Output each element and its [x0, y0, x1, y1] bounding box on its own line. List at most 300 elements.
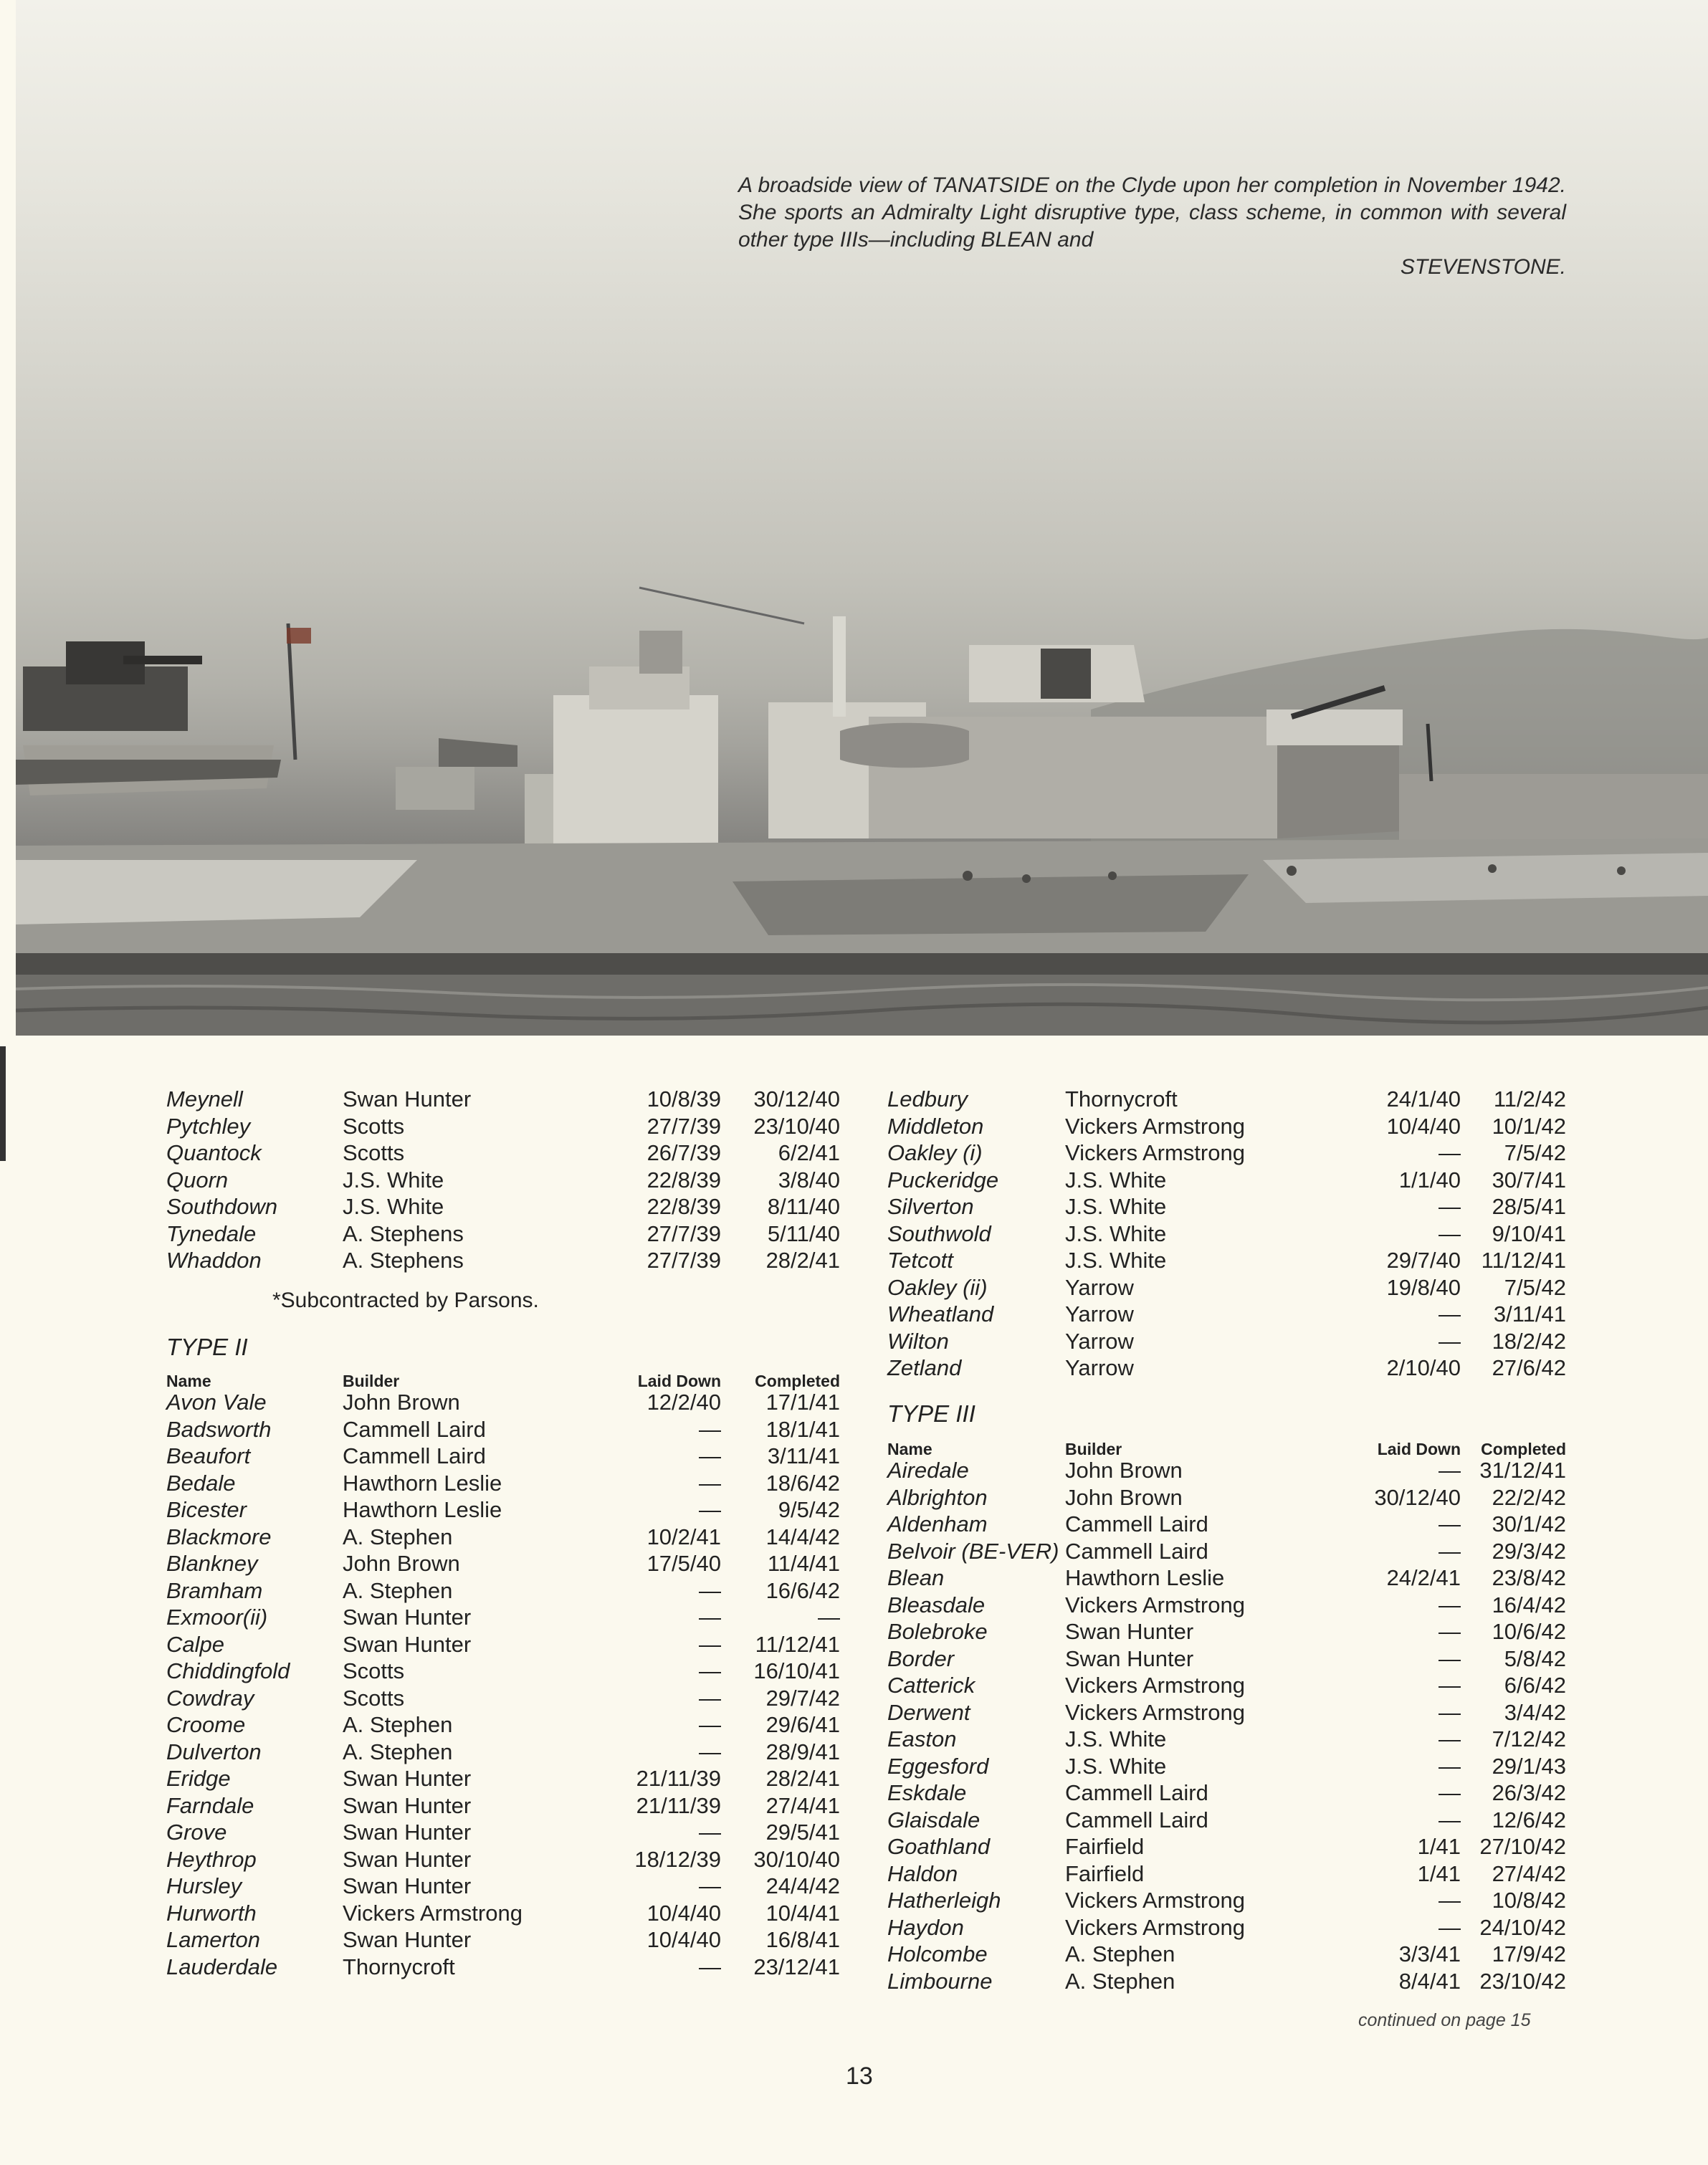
- right-column: [887, 1086, 1566, 1994]
- builder: Swan Hunter: [343, 1820, 472, 1845]
- ship-name: Ledbury: [887, 1086, 968, 1112]
- table-row: [166, 1765, 840, 1792]
- builder: Swan Hunter: [343, 1766, 472, 1791]
- table-row: [166, 1846, 840, 1873]
- laid-down: —: [1439, 1220, 1461, 1246]
- completed: 16/6/42: [765, 1577, 840, 1603]
- col-name-header: Name: [166, 1371, 211, 1390]
- laid-down: —: [1439, 1619, 1461, 1644]
- table-row: [166, 1926, 840, 1954]
- completed: 23/10/40: [753, 1113, 840, 1139]
- table-row: [166, 1443, 840, 1470]
- ship-illustration: [16, 0, 1708, 1036]
- completed: 28/2/41: [765, 1766, 840, 1791]
- ship-name: Avon Vale: [166, 1390, 267, 1415]
- table-row: [887, 1193, 1566, 1220]
- completed: 3/4/42: [1504, 1699, 1566, 1725]
- table-row: [887, 1301, 1566, 1328]
- laid-down: 21/11/39: [636, 1792, 721, 1818]
- ship-name: Puckeridge: [887, 1167, 999, 1193]
- ship-name: Haydon: [887, 1914, 964, 1940]
- table-row: [166, 1658, 840, 1685]
- builder: Cammell Laird: [343, 1416, 486, 1442]
- completed: 23/8/42: [1492, 1565, 1566, 1590]
- table-row: [166, 1496, 840, 1524]
- col-builder-header: Builder: [1065, 1439, 1122, 1458]
- laid-down: —: [699, 1820, 721, 1845]
- completed: 17/1/41: [765, 1390, 840, 1415]
- completed: 3/11/41: [1493, 1301, 1566, 1327]
- table-row: [887, 1457, 1566, 1484]
- laid-down: —: [699, 1685, 721, 1711]
- ship-name: Southdown: [166, 1194, 278, 1219]
- table-row: [166, 1873, 840, 1900]
- table-row: [887, 1592, 1566, 1619]
- type2-table: [166, 1389, 840, 1980]
- laid-down: 10/2/41: [647, 1524, 721, 1549]
- builder: Swan Hunter: [1065, 1645, 1194, 1671]
- completed: 9/10/41: [1492, 1220, 1566, 1246]
- ship-name: Hurworth: [166, 1900, 257, 1926]
- builder: Thornycroft: [343, 1954, 455, 1979]
- table-row: [166, 1900, 840, 1927]
- builder: Cammell Laird: [343, 1443, 486, 1468]
- table-row: [887, 1354, 1566, 1382]
- ship-name: Tynedale: [166, 1220, 257, 1246]
- completed: 7/5/42: [1504, 1274, 1566, 1300]
- completed: 27/10/42: [1479, 1834, 1566, 1859]
- ship-name: Chiddingfold: [166, 1658, 290, 1683]
- builder: Thornycroft: [1065, 1086, 1178, 1112]
- table-row: [166, 1139, 840, 1167]
- type2-column-headers: [166, 1362, 840, 1390]
- table-row: [887, 1538, 1566, 1565]
- builder: John Brown: [1065, 1484, 1183, 1510]
- builder: Fairfield: [1065, 1860, 1145, 1886]
- builder: Yarrow: [1065, 1355, 1134, 1380]
- builder: Fairfield: [1065, 1834, 1145, 1859]
- ship-name: Wilton: [887, 1328, 949, 1354]
- builder: J.S. White: [1065, 1753, 1167, 1779]
- builder: John Brown: [343, 1390, 460, 1415]
- builder: Scotts: [343, 1140, 405, 1165]
- laid-down: 30/12/40: [1374, 1484, 1461, 1510]
- ship-name: Silverton: [887, 1194, 974, 1219]
- completed: 30/1/42: [1492, 1511, 1566, 1536]
- type2-title: TYPE II: [166, 1333, 248, 1360]
- completed: 3/8/40: [778, 1167, 840, 1193]
- table-row: [166, 1604, 840, 1631]
- completed: 5/8/42: [1504, 1645, 1566, 1671]
- table-row: [166, 1086, 840, 1113]
- laid-down: 21/11/39: [636, 1766, 721, 1791]
- ship-name: Grove: [166, 1820, 227, 1845]
- completed: 30/7/41: [1492, 1167, 1566, 1193]
- ship-name: Oakley (ii): [887, 1274, 988, 1300]
- laid-down: —: [1439, 1328, 1461, 1354]
- builder: Cammell Laird: [1065, 1780, 1208, 1805]
- laid-down: —: [699, 1577, 721, 1603]
- laid-down: —: [1439, 1140, 1461, 1165]
- photo-caption: [738, 172, 1566, 281]
- type2-heading-row: [166, 1328, 840, 1362]
- ship-name: Dulverton: [166, 1739, 262, 1764]
- laid-down: —: [1439, 1753, 1461, 1779]
- table-row: [887, 1167, 1566, 1194]
- col-laid-down-header: Laid Down: [1377, 1439, 1461, 1458]
- laid-down: 10/8/39: [647, 1086, 721, 1112]
- laid-down: 24/1/40: [1386, 1086, 1461, 1112]
- ship-name: Bolebroke: [887, 1619, 988, 1644]
- ship-name: Bedale: [166, 1470, 236, 1496]
- ship-name: Zetland: [887, 1355, 962, 1380]
- completed: 23/12/41: [753, 1954, 840, 1979]
- builder: J.S. White: [343, 1167, 444, 1193]
- right-top-table: [887, 1086, 1566, 1382]
- table-row: [887, 1484, 1566, 1511]
- laid-down: —: [1439, 1301, 1461, 1327]
- builder: A. Stephens: [343, 1248, 464, 1273]
- builder: Vickers Armstrong: [343, 1900, 523, 1926]
- completed: 10/6/42: [1492, 1619, 1566, 1644]
- completed: 26/3/42: [1492, 1780, 1566, 1805]
- laid-down: 3/3/41: [1398, 1941, 1461, 1966]
- builder: J.S. White: [1065, 1194, 1167, 1219]
- builder: Swan Hunter: [343, 1631, 472, 1657]
- completed: 14/4/42: [765, 1524, 840, 1549]
- laid-down: —: [699, 1658, 721, 1683]
- table-row: [887, 1618, 1566, 1645]
- completed: 5/11/40: [767, 1220, 840, 1246]
- builder: Vickers Armstrong: [1065, 1113, 1245, 1139]
- completed: 8/11/40: [767, 1194, 840, 1219]
- ship-name: Limbourne: [887, 1968, 993, 1994]
- ship-name: Exmoor(ii): [166, 1605, 268, 1630]
- builder: Swan Hunter: [343, 1086, 472, 1112]
- builder: Yarrow: [1065, 1301, 1134, 1327]
- completed: 28/5/41: [1492, 1194, 1566, 1219]
- ship-name: Bleasdale: [887, 1592, 986, 1617]
- table-row: [166, 1524, 840, 1551]
- completed: 28/9/41: [765, 1739, 840, 1764]
- ship-name: Hursley: [166, 1873, 242, 1898]
- completed: 30/10/40: [753, 1846, 840, 1872]
- table-row: [166, 1954, 840, 1981]
- ship-name: Blankney: [166, 1551, 258, 1576]
- completed: 24/10/42: [1479, 1914, 1566, 1940]
- table-row: [887, 1220, 1566, 1248]
- builder: Scotts: [343, 1113, 405, 1139]
- table-row: [887, 1914, 1566, 1941]
- completed: 24/4/42: [765, 1873, 840, 1898]
- ship-name: Quantock: [166, 1140, 262, 1165]
- builder: Swan Hunter: [343, 1846, 472, 1872]
- ship-name: Eskdale: [887, 1780, 967, 1805]
- completed: 29/7/42: [765, 1685, 840, 1711]
- builder: Scotts: [343, 1658, 405, 1683]
- laid-down: —: [1439, 1726, 1461, 1751]
- laid-down: 10/4/40: [647, 1927, 721, 1952]
- ship-name: Haldon: [887, 1860, 958, 1886]
- ship-name: Pytchley: [166, 1113, 251, 1139]
- builder: J.S. White: [343, 1194, 444, 1219]
- laid-down: —: [1439, 1538, 1461, 1564]
- laid-down: —: [1439, 1699, 1461, 1725]
- table-row: [887, 1726, 1566, 1753]
- type3-heading-row: [887, 1382, 1566, 1430]
- ship-photo: [16, 0, 1708, 1036]
- completed: 3/11/41: [767, 1443, 840, 1468]
- laid-down: —: [1439, 1807, 1461, 1832]
- laid-down: 2/10/40: [1386, 1355, 1461, 1380]
- ship-name: Tetcott: [887, 1248, 953, 1273]
- type3-column-headers: [887, 1430, 1566, 1458]
- completed: 16/4/42: [1492, 1592, 1566, 1617]
- table-row: [166, 1792, 840, 1820]
- laid-down: —: [699, 1712, 721, 1737]
- completed: 18/2/42: [1492, 1328, 1566, 1354]
- footnote-row: [166, 1274, 840, 1328]
- builder: J.S. White: [1065, 1220, 1167, 1246]
- builder: Vickers Armstrong: [1065, 1888, 1245, 1913]
- completed: 29/5/41: [765, 1820, 840, 1845]
- laid-down: —: [1439, 1914, 1461, 1940]
- builder: Swan Hunter: [343, 1873, 472, 1898]
- table-row: [166, 1550, 840, 1577]
- completed: 11/12/41: [755, 1631, 840, 1657]
- caption-last-line: STEVENSTONE.: [1400, 255, 1566, 279]
- completed: 17/9/42: [1492, 1941, 1566, 1966]
- left-column: [166, 1086, 840, 1980]
- col-builder-header: Builder: [343, 1371, 400, 1390]
- laid-down: 27/7/39: [647, 1113, 721, 1139]
- completed: 27/4/41: [765, 1792, 840, 1818]
- builder: Swan Hunter: [343, 1605, 472, 1630]
- laid-down: 17/5/40: [647, 1551, 721, 1576]
- table-row: [887, 1328, 1566, 1355]
- laid-down: 27/7/39: [647, 1220, 721, 1246]
- completed: 22/2/42: [1492, 1484, 1566, 1510]
- ship-name: Derwent: [887, 1699, 970, 1725]
- builder: Hawthorn Leslie: [343, 1497, 502, 1522]
- laid-down: 1/41: [1417, 1860, 1461, 1886]
- ship-name: Border: [887, 1645, 955, 1671]
- ship-name: Beaufort: [166, 1443, 251, 1468]
- laid-down: —: [699, 1416, 721, 1442]
- completed: 11/12/41: [1481, 1248, 1566, 1273]
- laid-down: —: [1439, 1511, 1461, 1536]
- ship-name: Belvoir (BE-VER): [887, 1538, 1059, 1564]
- laid-down: 1/41: [1417, 1834, 1461, 1859]
- builder: A. Stephen: [343, 1739, 453, 1764]
- builder: Cammell Laird: [1065, 1511, 1208, 1536]
- builder: Scotts: [343, 1685, 405, 1711]
- completed: 29/6/41: [765, 1712, 840, 1737]
- table-row: [887, 1645, 1566, 1673]
- table-row: [887, 1699, 1566, 1726]
- ship-name: Eridge: [166, 1766, 231, 1791]
- completed: 18/1/41: [765, 1416, 840, 1442]
- continued-note: continued on page 15: [1358, 2010, 1531, 2030]
- completed: 16/10/41: [753, 1658, 840, 1683]
- col-laid-down-header: Laid Down: [637, 1371, 721, 1390]
- table-row: [887, 1274, 1566, 1301]
- builder: John Brown: [1065, 1458, 1183, 1483]
- table-row: [887, 1860, 1566, 1888]
- table-row: [887, 1807, 1566, 1834]
- completed: 10/4/41: [765, 1900, 840, 1926]
- builder: A. Stephens: [343, 1220, 464, 1246]
- table-row: [166, 1416, 840, 1443]
- left-top-table: [166, 1086, 840, 1274]
- col-name-header: Name: [887, 1439, 932, 1458]
- completed: 27/4/42: [1492, 1860, 1566, 1886]
- completed: 12/6/42: [1492, 1807, 1566, 1832]
- table-row: [887, 1968, 1566, 1995]
- table-row: [887, 1672, 1566, 1699]
- table-row: [887, 1887, 1566, 1914]
- table-row: [166, 1470, 840, 1497]
- laid-down: —: [1439, 1458, 1461, 1483]
- ship-name: Farndale: [166, 1792, 254, 1818]
- laid-down: —: [1439, 1592, 1461, 1617]
- laid-down: —: [699, 1497, 721, 1522]
- builder: Vickers Armstrong: [1065, 1914, 1245, 1940]
- laid-down: —: [1439, 1673, 1461, 1698]
- ship-name: Bicester: [166, 1497, 247, 1522]
- builder: A. Stephen: [1065, 1968, 1175, 1994]
- table-row: [887, 1753, 1566, 1780]
- laid-down: 22/8/39: [647, 1194, 721, 1219]
- type3-table: [887, 1457, 1566, 1994]
- completed: 11/2/42: [1493, 1086, 1566, 1112]
- laid-down: 29/7/40: [1386, 1248, 1461, 1273]
- builder: A. Stephen: [343, 1577, 453, 1603]
- laid-down: 18/12/39: [634, 1846, 721, 1872]
- type3-title: TYPE III: [887, 1400, 975, 1427]
- table-row: [166, 1685, 840, 1712]
- completed: 29/1/43: [1492, 1753, 1566, 1779]
- col-completed-header: Completed: [1481, 1439, 1566, 1458]
- builder: Vickers Armstrong: [1065, 1140, 1245, 1165]
- table-row: [166, 1247, 840, 1274]
- ship-name: Cowdray: [166, 1685, 254, 1711]
- laid-down: 22/8/39: [647, 1167, 721, 1193]
- builder: J.S. White: [1065, 1167, 1167, 1193]
- footnote: *Subcontracted by Parsons.: [272, 1288, 539, 1312]
- laid-down: —: [699, 1605, 721, 1630]
- builder: A. Stephen: [1065, 1941, 1175, 1966]
- builder: Cammell Laird: [1065, 1538, 1208, 1564]
- builder: Vickers Armstrong: [1065, 1592, 1245, 1617]
- laid-down: —: [699, 1873, 721, 1898]
- ship-name: Aldenham: [887, 1511, 988, 1536]
- laid-down: 10/4/40: [1386, 1113, 1461, 1139]
- ship-name: Meynell: [166, 1086, 243, 1112]
- table-row: [166, 1711, 840, 1739]
- table-row: [887, 1113, 1566, 1140]
- completed: 7/5/42: [1504, 1140, 1566, 1165]
- completed: 16/8/41: [765, 1927, 840, 1952]
- table-row: [887, 1564, 1566, 1592]
- laid-down: 19/8/40: [1386, 1274, 1461, 1300]
- laid-down: 12/2/40: [647, 1390, 721, 1415]
- ship-name: Southwold: [887, 1220, 991, 1246]
- completed: 11/4/41: [767, 1551, 840, 1576]
- completed: 10/1/42: [1492, 1113, 1566, 1139]
- ship-name: Croome: [166, 1712, 246, 1737]
- ship-name: Badsworth: [166, 1416, 272, 1442]
- laid-down: —: [699, 1470, 721, 1496]
- builder: J.S. White: [1065, 1248, 1167, 1273]
- table-row: [887, 1086, 1566, 1113]
- ship-name: Blean: [887, 1565, 945, 1590]
- ship-name: Airedale: [887, 1458, 969, 1483]
- table-row: [887, 1779, 1566, 1807]
- ship-name: Glaisdale: [887, 1807, 981, 1832]
- builder: Swan Hunter: [343, 1927, 472, 1952]
- page-number: 13: [846, 2063, 873, 2090]
- laid-down: —: [699, 1443, 721, 1468]
- table-row: [166, 1819, 840, 1846]
- builder: A. Stephen: [343, 1712, 453, 1737]
- laid-down: —: [699, 1954, 721, 1979]
- table-row: [166, 1389, 840, 1416]
- completed: 9/5/42: [778, 1497, 840, 1522]
- laid-down: 24/2/41: [1386, 1565, 1461, 1590]
- ship-name: Goathland: [887, 1834, 991, 1859]
- ship-name: Heythrop: [166, 1846, 257, 1872]
- completed: —: [818, 1605, 840, 1630]
- completed: 6/2/41: [778, 1140, 840, 1165]
- laid-down: —: [699, 1739, 721, 1764]
- caption-text: A broadside view of TANATSIDE on the Clyde upon her completion in November 1942. She sports an Admiralty Light disruptive type, class scheme, in common with several other type IIIs—including BLEAN and: [738, 173, 1566, 252]
- table-row: [887, 1833, 1566, 1860]
- builder: John Brown: [343, 1551, 460, 1576]
- table-row: [166, 1739, 840, 1766]
- ship-name: Catterick: [887, 1673, 975, 1698]
- completed: 29/3/42: [1492, 1538, 1566, 1564]
- completed: 27/6/42: [1492, 1355, 1566, 1380]
- table-row: [166, 1193, 840, 1220]
- table-row: [166, 1220, 840, 1248]
- laid-down: —: [1439, 1194, 1461, 1219]
- ship-name: Quorn: [166, 1167, 229, 1193]
- builder: Cammell Laird: [1065, 1807, 1208, 1832]
- completed: 31/12/41: [1479, 1458, 1566, 1483]
- ship-name: Calpe: [166, 1631, 224, 1657]
- builder: Swan Hunter: [343, 1792, 472, 1818]
- col-completed-header: Completed: [755, 1371, 840, 1390]
- table-row: [166, 1631, 840, 1658]
- builder: Hawthorn Leslie: [343, 1470, 502, 1496]
- laid-down: 1/1/40: [1398, 1167, 1461, 1193]
- ship-name: Easton: [887, 1726, 957, 1751]
- laid-down: —: [699, 1631, 721, 1657]
- laid-down: 8/4/41: [1398, 1968, 1461, 1994]
- ship-name: Middleton: [887, 1113, 984, 1139]
- ship-name: Blackmore: [166, 1524, 272, 1549]
- builder: A. Stephen: [343, 1524, 453, 1549]
- laid-down: —: [1439, 1888, 1461, 1913]
- builder: Vickers Armstrong: [1065, 1699, 1245, 1725]
- builder: Vickers Armstrong: [1065, 1673, 1245, 1698]
- ship-name: Lamerton: [166, 1927, 260, 1952]
- completed: 7/12/42: [1492, 1726, 1566, 1751]
- laid-down: —: [1439, 1645, 1461, 1671]
- table-row: [887, 1511, 1566, 1538]
- completed: 6/6/42: [1504, 1673, 1566, 1698]
